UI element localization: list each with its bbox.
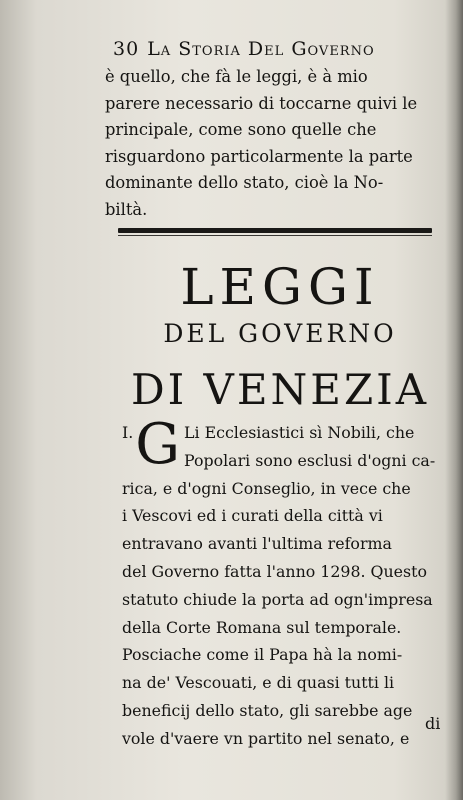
text-line: beneficij dello stato, gli sarebbe age <box>122 700 413 720</box>
page-number: 30 <box>113 38 140 60</box>
section-rule-thin <box>118 235 432 236</box>
page-binding-shadow <box>445 0 463 800</box>
text-line: statuto chiude la porta ad ogn'impresa <box>122 589 433 609</box>
text-line: parere necessario di toccarne quivi le <box>105 93 418 113</box>
catchword: di <box>425 714 441 733</box>
heading-di-venezia: DI VENEZIA <box>130 365 430 414</box>
drop-capital: G <box>135 412 180 477</box>
text-line: na de' Vescouati, e di quasi tutti li <box>122 673 395 693</box>
text-line: entravano avanti l'ultima reforma <box>122 534 392 554</box>
text-line: biltà. <box>105 199 148 219</box>
text-line: Li Ecclesiastici sì Nobili, che <box>184 423 415 442</box>
top-paragraph <box>105 64 440 223</box>
running-title: La Storia Del Governo <box>147 38 375 60</box>
text-line: vole d'vaere vn partito nel senato, e <box>122 728 410 748</box>
body-paragraph <box>122 412 442 753</box>
heading-del-governo: DEL GOVERNO <box>163 319 397 348</box>
opening-lines <box>122 412 442 477</box>
heading-leggi: LEGGI <box>180 258 380 316</box>
text-line: rica, e d'ogni Conseglio, in vece che <box>122 478 411 498</box>
text-line: dominante dello stato, cioè la No- <box>105 173 384 192</box>
section-number: I. <box>122 423 134 442</box>
text-line: della Corte Romana sul temporale. <box>122 617 402 637</box>
running-head <box>113 38 433 64</box>
section-rule-thick <box>118 228 432 233</box>
text-line: è quello, che fà le leggi, è à mio <box>105 67 368 86</box>
text-line: Posciache come il Papa hà la nomi- <box>122 645 403 665</box>
text-line: risguardono particolarmente la parte <box>105 146 413 166</box>
text-line: principale, come sono quelle che <box>105 120 377 139</box>
text-line: i Vescovi ed i curati della città vi <box>122 506 383 526</box>
text-line: del Governo fatta l'anno 1298. Questo <box>122 561 427 581</box>
text-line: Popolari sono esclusi d'ogni ca- <box>184 450 436 470</box>
